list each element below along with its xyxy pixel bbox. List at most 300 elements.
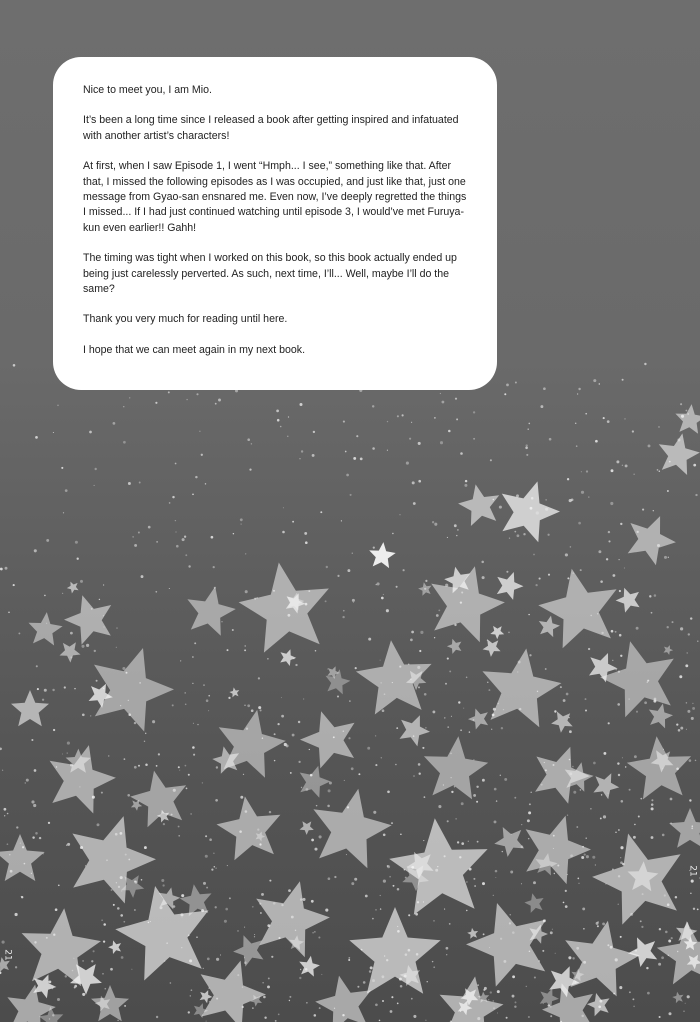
sparkle-dot xyxy=(372,918,374,920)
sparkle-dot xyxy=(441,401,444,404)
sparkle-dot xyxy=(424,693,427,696)
sparkle-dot xyxy=(138,532,140,534)
sparkle-dot xyxy=(653,510,654,511)
sparkle-dot xyxy=(634,755,637,758)
sparkle-dot xyxy=(402,414,404,416)
sparkle-dot xyxy=(351,882,354,885)
sparkle-dot xyxy=(515,382,517,384)
sparkle-dot xyxy=(261,893,264,896)
sparkle-dot xyxy=(205,483,206,484)
sparkle-dot xyxy=(651,612,653,614)
small-star-shape xyxy=(483,639,501,657)
sparkle-dot xyxy=(321,974,322,975)
sparkle-dot xyxy=(540,405,543,408)
star-shape xyxy=(315,976,371,1022)
sparkle-dot xyxy=(8,612,10,614)
sparkle-dot xyxy=(82,960,84,962)
sparkle-dot xyxy=(383,880,386,883)
sparkle-dot xyxy=(380,895,381,896)
sparkle-dot xyxy=(409,438,411,440)
small-star-shape xyxy=(628,937,657,967)
sparkle-dot xyxy=(247,438,250,441)
sparkle-dot xyxy=(93,950,95,952)
sparkle-dot xyxy=(606,558,608,560)
sparkle-dot xyxy=(90,715,91,716)
star-shape xyxy=(628,516,676,565)
sparkle-dot xyxy=(178,826,180,828)
sparkle-dot xyxy=(477,841,479,843)
sparkle-dot xyxy=(633,836,636,839)
sparkle-dot xyxy=(578,522,581,525)
afterword-note-box xyxy=(53,57,497,390)
sparkle-dot xyxy=(227,649,229,651)
sparkle-dot xyxy=(692,703,693,704)
sparkle-dot xyxy=(438,609,440,611)
sparkle-dot xyxy=(434,637,435,638)
sparkle-dot xyxy=(327,805,330,808)
sparkle-dot xyxy=(188,774,190,776)
sparkle-dot xyxy=(504,778,507,781)
small-star-shape xyxy=(593,773,619,799)
sparkle-dot xyxy=(552,929,553,930)
sparkle-dot xyxy=(432,961,433,962)
sparkle-dot xyxy=(396,586,398,588)
sparkle-dot xyxy=(403,569,405,571)
sparkle-dot xyxy=(529,654,531,656)
sparkle-dot xyxy=(629,789,631,791)
sparkle-dot xyxy=(619,986,622,989)
sparkle-dot xyxy=(697,909,699,911)
sparkle-dot xyxy=(326,566,328,568)
sparkle-dot xyxy=(269,880,271,882)
sparkle-dot xyxy=(357,986,359,988)
star-shape xyxy=(675,404,700,434)
sparkle-dot xyxy=(301,787,302,788)
sparkle-dot xyxy=(305,541,308,544)
sparkle-dot xyxy=(252,906,254,908)
sparkle-dot xyxy=(676,723,678,725)
sparkle-dot xyxy=(175,520,176,521)
sparkle-dot xyxy=(113,904,115,906)
sparkle-dot xyxy=(455,818,456,819)
sparkle-dot xyxy=(618,829,620,831)
star-shape xyxy=(313,789,391,868)
sparkle-dot xyxy=(121,956,124,959)
small-star-shape xyxy=(494,827,524,857)
sparkle-dot xyxy=(185,765,187,767)
sparkle-dot xyxy=(134,544,137,547)
sparkle-dot xyxy=(31,800,34,803)
sparkle-dot xyxy=(454,524,457,527)
sparkle-dot xyxy=(268,977,270,979)
sparkle-dot xyxy=(314,931,315,932)
sparkle-dot xyxy=(290,772,292,774)
sparkle-dot xyxy=(206,887,208,889)
sparkle-dot xyxy=(568,956,571,959)
sparkle-dot xyxy=(298,761,300,763)
sparkle-dot xyxy=(377,582,380,585)
sparkle-dot xyxy=(460,452,463,455)
sparkle-dot xyxy=(488,689,490,691)
sparkle-dot xyxy=(48,980,51,983)
small-star-shape xyxy=(180,884,212,916)
sparkle-dot xyxy=(101,792,103,794)
sparkle-dot xyxy=(527,819,530,822)
star-shape xyxy=(50,745,116,813)
sparkle-dot xyxy=(425,580,427,582)
sparkle-dot xyxy=(132,536,133,537)
sparkle-dot xyxy=(117,907,120,910)
sparkle-dot xyxy=(184,536,186,538)
note-paragraph-greeting: Nice to meet you, I am Mio. xyxy=(83,84,212,96)
sparkle-dot xyxy=(547,534,549,536)
sparkle-dot xyxy=(381,597,384,600)
sparkle-dot xyxy=(74,985,77,988)
small-star-shape xyxy=(672,992,683,1003)
sparkle-dot xyxy=(229,897,231,899)
sparkle-dot xyxy=(517,534,520,537)
sparkle-dot xyxy=(466,881,468,883)
sparkle-dot xyxy=(182,538,185,541)
sparkle-dot xyxy=(617,703,620,706)
small-star-shape xyxy=(67,582,79,594)
sparkle-dot xyxy=(487,682,488,683)
sparkle-dot xyxy=(199,431,200,432)
sparkle-dot xyxy=(625,464,628,467)
sparkle-dot xyxy=(156,541,158,543)
star-shape xyxy=(300,711,355,768)
sparkle-dot xyxy=(528,614,529,615)
sparkle-dot xyxy=(301,450,303,452)
sparkle-dot xyxy=(352,599,355,602)
sparkle-dot xyxy=(670,798,673,801)
sparkle-dot xyxy=(298,721,300,723)
sparkle-dot xyxy=(244,927,245,928)
sparkle-dot xyxy=(646,967,648,969)
sparkle-dot xyxy=(636,711,638,713)
sparkle-dot xyxy=(201,454,203,456)
star-shape xyxy=(217,796,281,860)
sparkle-dot xyxy=(444,909,445,910)
sparkle-dot xyxy=(110,968,113,971)
sparkle-dot xyxy=(658,426,659,427)
sparkle-dot xyxy=(95,468,97,470)
sparkle-dot xyxy=(622,379,624,381)
sparkle-dot xyxy=(529,803,531,805)
sparkle-dot xyxy=(245,645,246,646)
sparkle-dot xyxy=(245,553,246,554)
sparkle-dot xyxy=(697,641,698,642)
sparkle-dot xyxy=(572,766,574,768)
sparkle-dot xyxy=(373,547,375,549)
sparkle-dot xyxy=(691,880,694,883)
sparkle-dot xyxy=(411,998,413,1000)
sparkle-dot xyxy=(345,451,347,453)
sparkle-dot xyxy=(608,722,610,724)
sparkle-dot xyxy=(640,920,642,922)
sparkle-dot xyxy=(580,569,582,571)
star-shape xyxy=(424,736,488,799)
sparkle-dot xyxy=(515,1001,517,1003)
sparkle-dot xyxy=(493,895,494,896)
sparkle-dot xyxy=(512,995,515,998)
sparkle-dot xyxy=(74,688,76,690)
sparkle-dot xyxy=(181,894,184,897)
sparkle-dot xyxy=(492,1000,494,1002)
star-shape xyxy=(565,921,640,997)
sparkle-dot xyxy=(506,1017,508,1019)
sparkle-dot xyxy=(190,995,191,996)
sparkle-dot xyxy=(506,384,509,387)
sparkle-dot xyxy=(314,848,317,851)
sparkle-dot xyxy=(39,837,41,839)
star-shape xyxy=(482,649,561,728)
sparkle-dot xyxy=(117,1020,119,1022)
sparkle-dot xyxy=(636,627,639,630)
sparkle-dot xyxy=(588,496,589,497)
star-shape xyxy=(466,903,546,987)
sparkle-dot xyxy=(672,621,674,623)
sparkle-dot xyxy=(685,1003,686,1004)
sparkle-dot xyxy=(616,460,619,463)
sparkle-dot xyxy=(620,936,622,938)
sparkle-dot xyxy=(624,567,625,568)
sparkle-dot xyxy=(188,1011,190,1013)
sparkle-dot xyxy=(496,800,497,801)
sparkle-dot xyxy=(286,744,289,747)
sparkle-dot xyxy=(103,923,106,926)
sparkle-dot xyxy=(254,934,255,935)
sparkle-dot xyxy=(578,388,580,390)
sparkle-dot xyxy=(476,801,478,803)
sparkle-dot xyxy=(497,990,500,993)
star-shape xyxy=(219,710,286,778)
sparkle-dot xyxy=(644,701,647,704)
sparkle-dot xyxy=(599,383,600,384)
sparkle-dot xyxy=(473,794,476,797)
sparkle-dot xyxy=(383,594,384,595)
sparkle-dot xyxy=(337,695,339,697)
sparkle-dot xyxy=(659,471,660,472)
sparkle-dot xyxy=(581,856,584,859)
sparkle-dot xyxy=(152,720,155,723)
sparkle-dot xyxy=(169,502,171,504)
sparkle-dot xyxy=(349,700,350,701)
sparkle-dot xyxy=(585,710,587,712)
sparkle-dot xyxy=(186,399,187,400)
sparkle-dot xyxy=(667,626,669,628)
sparkle-dot xyxy=(145,733,146,734)
sparkle-dot xyxy=(689,759,692,762)
sparkle-dot xyxy=(420,631,423,634)
sparkle-dot xyxy=(319,1007,321,1009)
sparkle-dot xyxy=(148,526,151,529)
star-shape xyxy=(369,542,396,568)
small-star-shape xyxy=(299,956,320,977)
sparkle-dot xyxy=(80,580,83,583)
sparkle-dot xyxy=(667,490,669,492)
sparkle-dot xyxy=(211,869,213,871)
star-shape xyxy=(389,818,487,915)
sparkle-dot xyxy=(244,705,245,706)
sparkle-dot xyxy=(277,419,280,422)
sparkle-dot xyxy=(33,804,36,807)
sparkle-dot xyxy=(299,977,301,979)
sparkle-dot xyxy=(477,984,479,986)
sparkle-dot xyxy=(397,1003,399,1005)
sparkle-dot xyxy=(533,554,535,556)
sparkle-dot xyxy=(303,698,304,699)
sparkle-dot xyxy=(509,538,510,539)
sparkle-dot xyxy=(668,557,669,558)
sparkle-dot xyxy=(328,877,331,880)
sparkle-dot xyxy=(483,989,485,991)
sparkle-dot xyxy=(528,811,531,814)
sparkle-dot xyxy=(621,800,624,803)
sparkle-dot xyxy=(179,770,180,771)
note-paragraph-thanks: Thank you very much for reading until here. xyxy=(83,313,288,326)
sparkle-dot xyxy=(262,982,263,983)
sparkle-dot xyxy=(380,908,381,909)
sparkle-dot xyxy=(543,1003,544,1004)
sparkle-dot xyxy=(346,854,347,855)
sparkle-dot xyxy=(523,533,525,535)
sparkle-dot xyxy=(446,954,447,955)
sparkle-dot xyxy=(144,741,145,742)
sparkle-dot xyxy=(396,727,398,729)
sparkle-dot xyxy=(116,628,117,629)
sparkle-dot xyxy=(4,815,5,816)
sparkle-dot xyxy=(625,766,626,767)
sparkle-dot xyxy=(457,841,459,843)
small-star-shape xyxy=(280,649,296,666)
sparkle-dot xyxy=(341,520,342,521)
sparkle-dot xyxy=(482,779,485,782)
sparkle-dot xyxy=(304,532,307,535)
sparkle-dot xyxy=(113,422,116,425)
sparkle-dot xyxy=(413,502,416,505)
sparkle-dot xyxy=(680,627,683,630)
sparkle-dot xyxy=(138,765,140,767)
sparkle-dot xyxy=(586,838,587,839)
sparkle-dot xyxy=(278,1014,280,1016)
sparkle-dot xyxy=(120,914,123,917)
sparkle-dot xyxy=(585,413,587,415)
sparkle-dot xyxy=(497,1012,498,1013)
sparkle-dot xyxy=(528,1016,530,1018)
star-shape xyxy=(239,563,329,653)
sparkle-dot xyxy=(526,986,527,987)
sparkle-dot xyxy=(252,1007,254,1009)
sparkle-dot xyxy=(156,1016,158,1018)
sparkle-dot xyxy=(77,558,79,560)
sparkle-dot xyxy=(16,826,18,828)
sparkle-dot xyxy=(573,791,576,794)
star-shape xyxy=(349,907,440,994)
sparkle-dot xyxy=(186,788,188,790)
sparkle-dot xyxy=(661,956,664,959)
small-star-shape xyxy=(60,642,81,662)
sparkle-dot xyxy=(356,435,358,437)
star-shape xyxy=(458,484,499,526)
sparkle-dot xyxy=(42,699,44,701)
sparkle-dot xyxy=(447,726,449,728)
small-star-shape xyxy=(108,940,121,954)
small-star-shape xyxy=(447,639,462,654)
sparkle-dot xyxy=(410,639,413,642)
sparkle-dot xyxy=(664,556,667,559)
sparkle-dot xyxy=(311,839,314,842)
sparkle-dot xyxy=(216,766,218,768)
sparkle-dot xyxy=(240,796,243,799)
sparkle-dot xyxy=(514,531,516,533)
sparkle-dot xyxy=(451,791,453,793)
sparkle-dot xyxy=(620,655,622,657)
star-shape xyxy=(201,961,266,1022)
star-shape xyxy=(431,566,505,642)
sparkle-dot xyxy=(216,958,219,961)
sparkle-dot xyxy=(633,1006,634,1007)
sparkle-dot xyxy=(292,521,294,523)
sparkle-dot xyxy=(690,893,691,894)
sparkle-dot xyxy=(620,857,621,858)
small-star-shape xyxy=(551,712,573,733)
sparkle-dot xyxy=(75,541,78,544)
sparkle-dot xyxy=(514,797,516,799)
sparkle-dot xyxy=(482,882,485,885)
sparkle-dot xyxy=(67,742,70,745)
sparkle-dot xyxy=(583,928,585,930)
sparkle-dot xyxy=(94,485,95,486)
sparkle-dot xyxy=(52,689,54,691)
sparkle-dot xyxy=(370,966,373,969)
sparkle-dot xyxy=(99,599,100,600)
sparkle-dot xyxy=(162,884,164,886)
sparkle-dot xyxy=(299,403,302,406)
sparkle-dot xyxy=(406,462,409,465)
sparkle-dot xyxy=(254,936,255,937)
sparkle-dot xyxy=(473,438,475,440)
sparkle-dot xyxy=(521,883,522,884)
sparkle-dot xyxy=(267,658,269,660)
sparkle-dot xyxy=(213,853,214,854)
sparkle-dot xyxy=(642,509,644,511)
sparkle-dot xyxy=(413,1015,416,1018)
sparkle-dot xyxy=(271,956,273,958)
sparkle-dot xyxy=(624,418,625,419)
sparkle-dot xyxy=(449,670,451,672)
sparkle-dot xyxy=(425,1020,426,1021)
sparkle-dot xyxy=(504,393,506,395)
sparkle-dot xyxy=(424,796,426,798)
sparkle-dot xyxy=(683,1011,684,1012)
sparkle-dot xyxy=(46,539,49,542)
sparkle-dot xyxy=(565,890,567,892)
sparkle-dot xyxy=(514,1005,516,1007)
sparkle-dot xyxy=(329,781,332,784)
sparkle-dot xyxy=(620,523,622,525)
sparkle-dot xyxy=(397,415,399,417)
sparkle-dot xyxy=(55,908,58,911)
sparkle-dot xyxy=(228,697,230,699)
star-shape xyxy=(502,481,560,542)
sparkle-dot xyxy=(595,864,596,865)
sparkle-dot xyxy=(131,969,132,970)
sparkle-dot xyxy=(295,664,297,666)
sparkle-dot xyxy=(176,545,179,548)
sparkle-dot xyxy=(116,647,117,648)
small-star-shape xyxy=(300,766,331,798)
